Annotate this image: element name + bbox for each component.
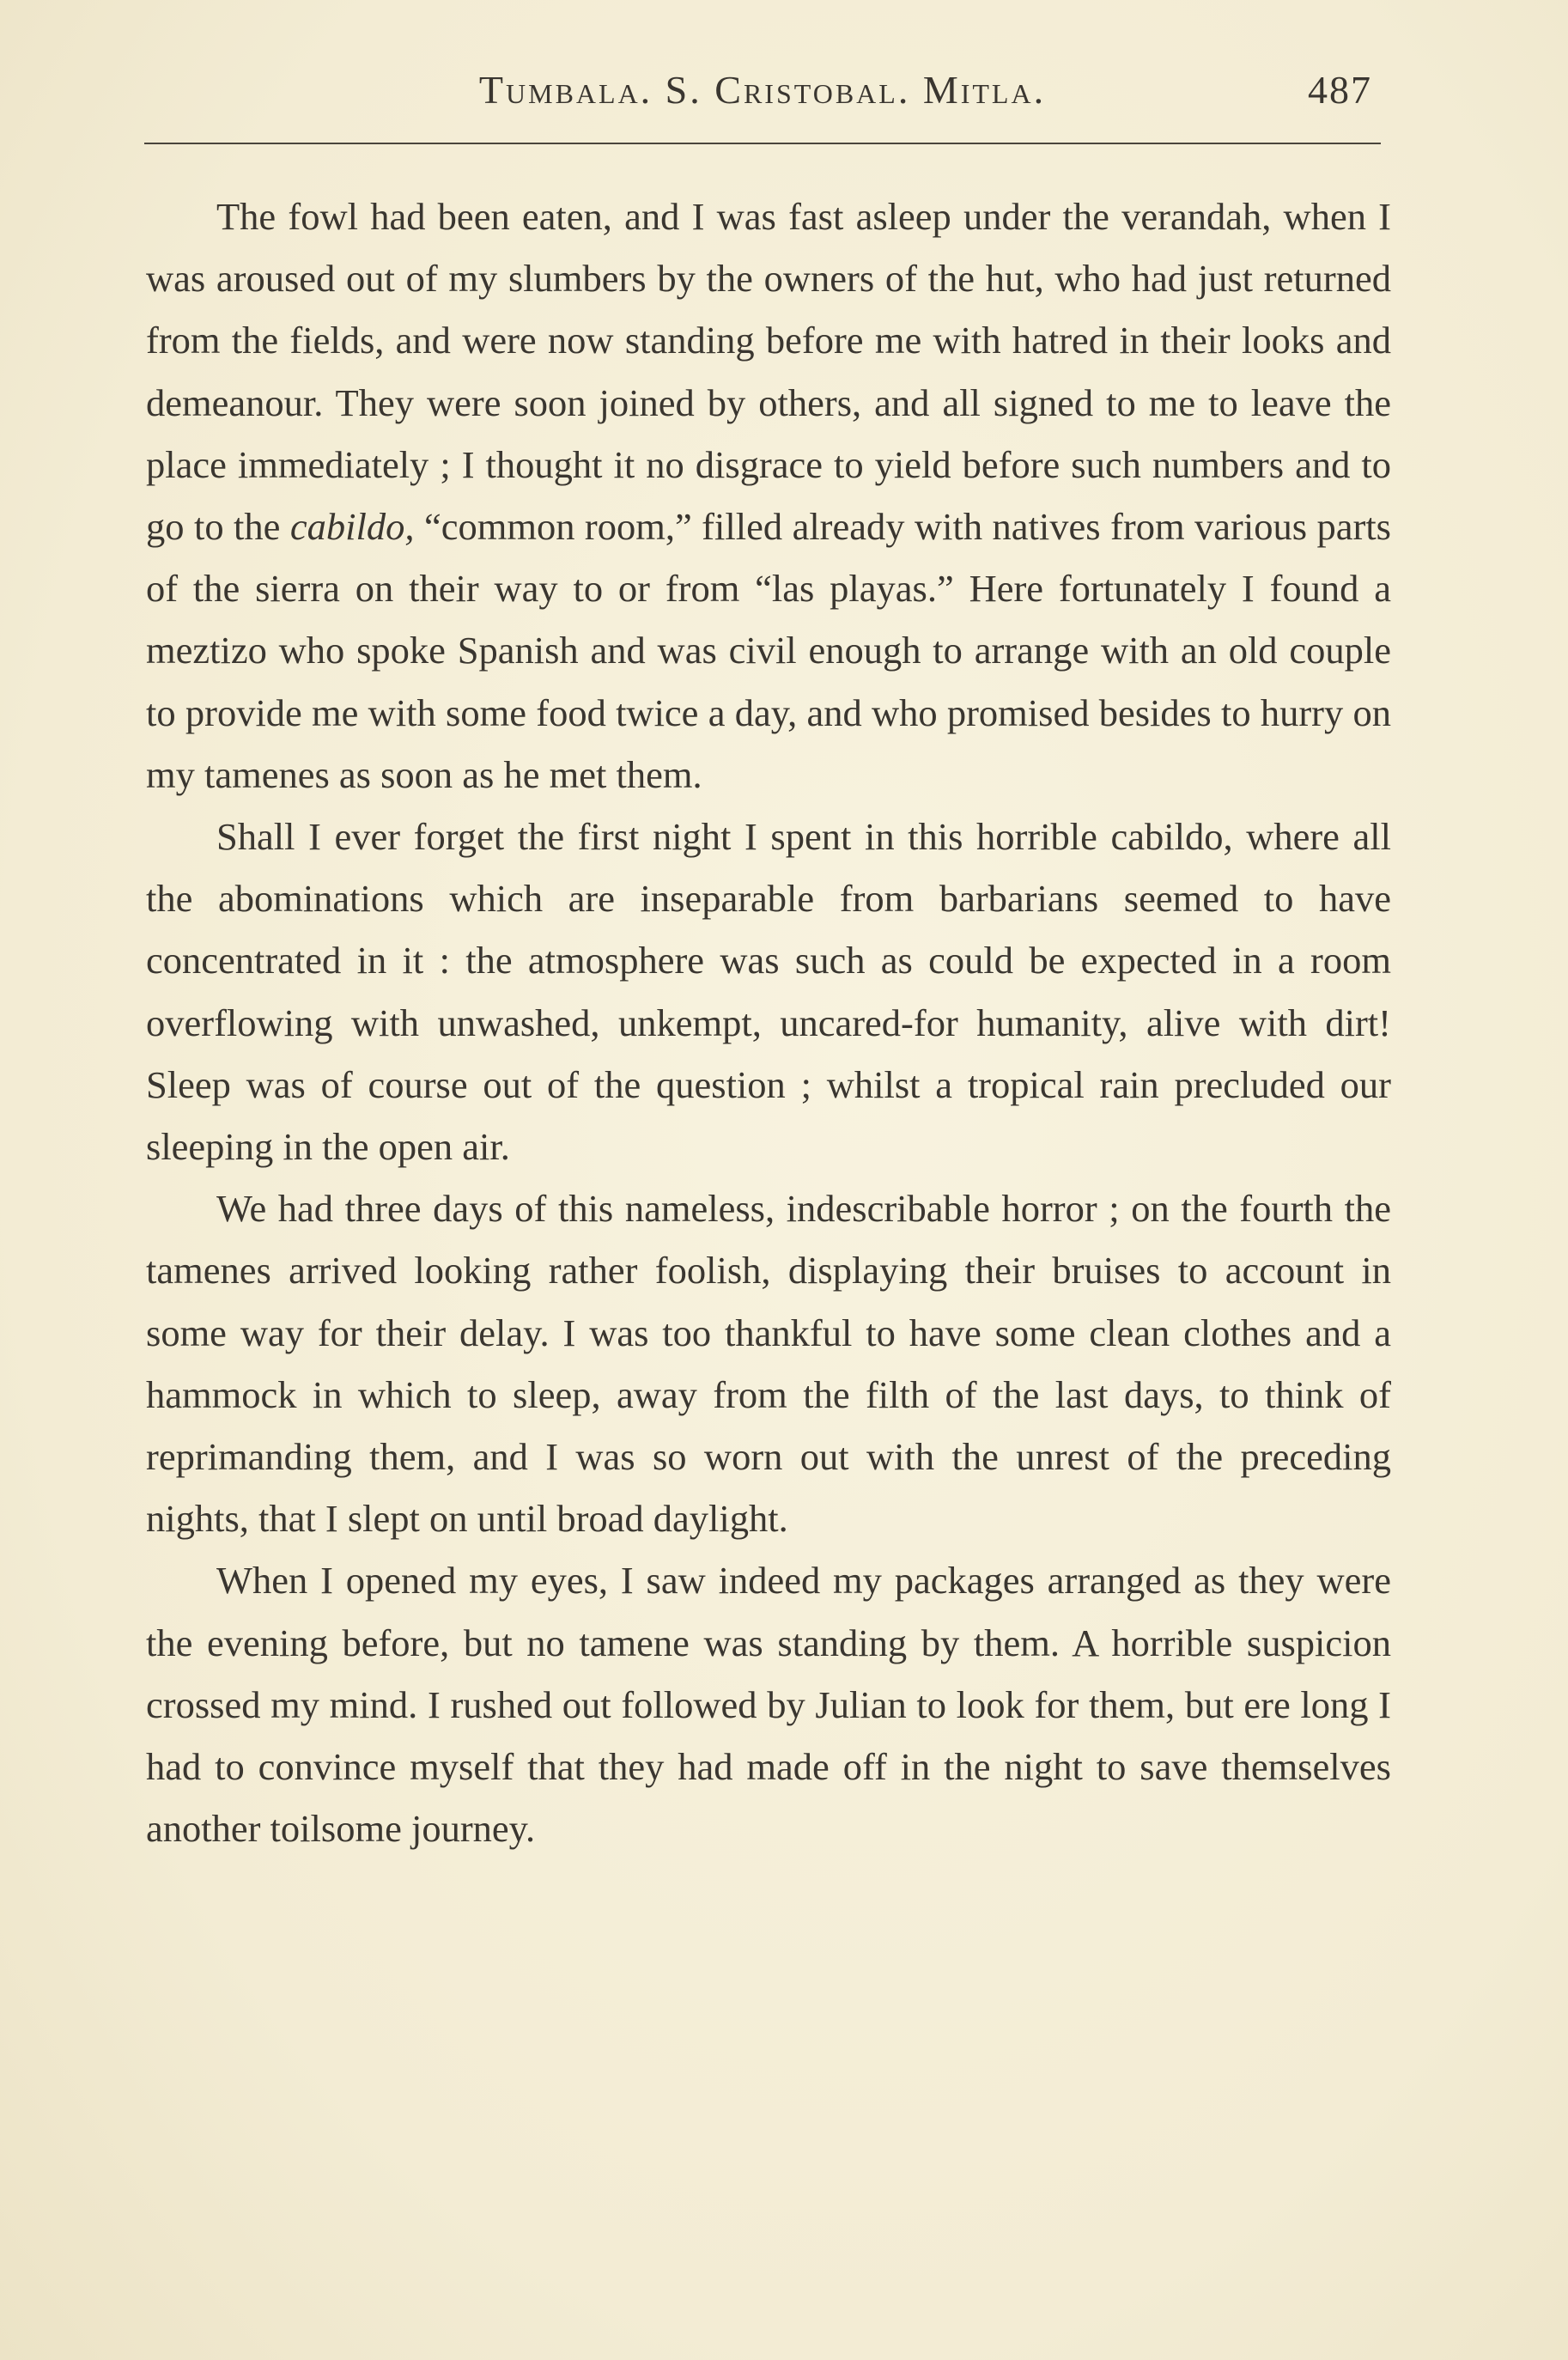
paragraph-text: “common room,” filled already with natives from various parts of the sierra on their way to or from “las playas.” Here fortunately I found a meztizo who spoke Spanish and was civil enough to arrange with an old couple to provide me with some food twice a day, and who promised besides to hurry on my tamenes as soon as he met them. [146, 505, 1391, 796]
paragraph-text: We had three days of this nameless, indescribable horror ; on the fourth the tamenes arrived looking rather foolish, displaying their bruises to account in some way for their delay. I was too thankful to have some clean clothes and a hammock in which to sleep, away from the filth of the last days, to think of reprimanding them, and I was so worn out with the unrest of the preceding nights, that I slept on until broad daylight. [146, 1187, 1391, 1541]
running-title: Tumbala. S. Cristobal. Mitla. [478, 68, 1047, 112]
italic-term: cabildo, [289, 505, 415, 549]
paragraph-text: When I opened my eyes, I saw indeed my packages arranged as they were the evening before, but no tamene was standing by them. A horrible suspicion crossed my mind. I rushed out followed by Julian to look for them, but ere long I had to convince myself that they had made off in the night to save themselves another toilsome journey. [146, 1559, 1391, 1851]
paragraph [146, 806, 1391, 1177]
body-text [146, 186, 1391, 1859]
paragraph-text: The fowl had been eaten, and I was fast asleep under the verandah, when I was aroused out of my slumbers by the owners of the hut, who had just returned from the fields, and were now standing before me with hatred in their looks and demeanour. They were soon joined by others, and all signed to me to leave the place immediately ; I thought it no disgrace to yield before such numbers and to go to the [146, 195, 1391, 549]
page-number: 487 [1308, 68, 1372, 112]
paragraph [146, 1177, 1391, 1549]
paragraph [146, 186, 1391, 806]
running-head [144, 67, 1381, 127]
header-rule [144, 143, 1381, 144]
paragraph [146, 1549, 1391, 1859]
paragraph-text: Shall I ever forget the first night I spent in this horrible cabildo, where all the abominations which are inseparable from barbarians seemed to have concentrated in it : the atmosphere was such as could be expected in a room overflowing with unwashed, unkempt, uncared-for humanity, alive with dirt! Sleep was of course out of the question ; whilst a tropical rain precluded our sleeping in the open air. [146, 815, 1391, 1169]
